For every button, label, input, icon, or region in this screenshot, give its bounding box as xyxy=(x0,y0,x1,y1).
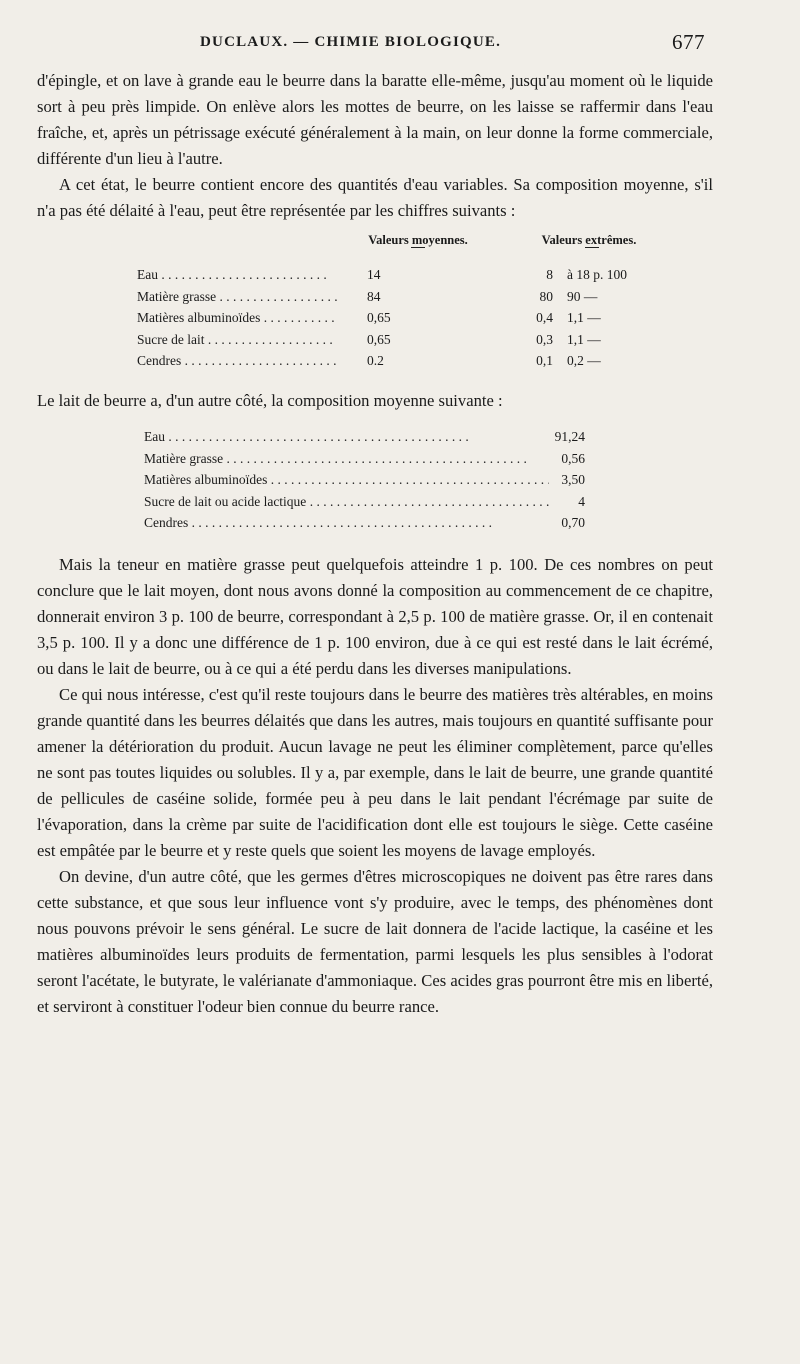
table-row xyxy=(37,264,713,286)
min-value: 8 xyxy=(546,267,553,282)
row-label: Matière grasse xyxy=(144,450,224,466)
running-head: DUCLAUX. — CHIMIE BIOLOGIQUE. xyxy=(200,34,502,50)
paragraph: Mais la teneur en matière grasse peut quelquefois atteindre 1 p. 100. De ces nombres on peut conclure que le lait moyen, dont nous avons donné la composition au commencement de ce chapitre, donnerait environ 3 p. 100 de beurre, correspondant à 2,5 p. 100 de matière grasse. Or, il en contenait 3,5 p. 100. Il y a donc une différence de 1 p. 100 environ, due à ce qui est resté dans le lait écrémé, ou dans le lait de beurre, ou à ce qui a été perdu dans les diverses manipulations. xyxy=(37,555,713,678)
max-value: 0,2 — xyxy=(567,353,601,368)
buttermilk-composition-table xyxy=(37,426,713,544)
column-header-average: Valeurs moyennes. xyxy=(368,233,468,247)
paragraph: On devine, d'un autre côté, que les germes d'êtres microscopiques ne doivent pas être rares dans cette substance, et que sous leur influence vont s'y produire, avec le temps, des phénomènes dont nous pouvons prévoir le sens général. Le sucre de lait donnera de l'acide lactique, la caséine et les matières albuminoïdes leurs produits de fermentation, parmi lesquels les plus sensibles à l'odorat seront l'acétate, le butyrate, le valérianate d'ammoniaque. Ces acides gras pourront être mis en liberté, et serviront à constituer l'odeur bien connue du beurre rance. xyxy=(37,867,713,1016)
row-label: Cendres xyxy=(137,353,182,368)
row-value: 0,56 xyxy=(561,450,585,466)
butter-composition-table xyxy=(37,230,713,388)
row-value: 4 xyxy=(578,493,585,509)
average-value: 14 xyxy=(367,267,381,282)
table-row xyxy=(37,426,713,448)
row-label: Matière grasse xyxy=(137,288,217,304)
header-rule xyxy=(411,247,425,248)
table-row xyxy=(37,329,713,351)
min-value: 80 xyxy=(539,288,553,304)
min-value: 0,3 xyxy=(536,331,553,347)
header-rule xyxy=(585,247,599,248)
row-label: Eau xyxy=(144,429,165,444)
row-label: Cendres xyxy=(144,515,189,530)
row-label: Matières albuminoïdes xyxy=(144,472,268,487)
row-value: 3,50 xyxy=(561,472,585,487)
row-label: Eau xyxy=(137,267,158,282)
column-header-extremes: Valeurs extrêmes. xyxy=(541,233,637,247)
row-label: Sucre de lait xyxy=(137,331,205,347)
max-value: à 18 p. 100 xyxy=(567,267,627,282)
paragraph: A cet état, le beurre contient encore des quantités d'eau variables. Sa composition moyenne, s'il n'a pas été délaité à l'eau, peut être représentée par les chiffres suivants : xyxy=(37,175,713,220)
max-value: 1,1 — xyxy=(567,310,601,325)
table-row xyxy=(37,469,713,491)
max-value: 90 — xyxy=(567,288,598,304)
average-value: 0.2 xyxy=(367,353,384,368)
row-value: 0,70 xyxy=(561,515,585,530)
body-text xyxy=(37,68,713,1020)
paragraph: Ce qui nous intéresse, c'est qu'il reste toujours dans le beurre des matières très altérables, en moins grande quantité dans les beurres délaités que dans les autres, mais toujours en quantité suffisante pour amener la détérioration du produit. Aucun lavage ne peut les éliminer complètement, parce qu'elles ne sont pas toutes liquides ou solubles. Il y a, par exemple, dans le lait de beurre, une grande quantité de pellicules de caséine solide, formée peu à peu dans le lait pendant l'écrémage par suite de l'évaporation, dans la crème par suite de l'acidification dont elle est toujours le siège. Cette caséine est empâtée par le beurre et y reste quels que soient les moyens de lavage employés. xyxy=(37,685,713,860)
table-row xyxy=(37,350,713,372)
page-number: 677 xyxy=(672,30,705,54)
table-row xyxy=(37,307,713,329)
table-row xyxy=(37,491,713,513)
paragraph: Le lait de beurre a, d'un autre côté, la composition moyenne suivante : xyxy=(37,391,503,410)
average-value: 0,65 xyxy=(367,310,391,325)
min-value: 0,1 xyxy=(536,353,553,368)
average-value: 84 xyxy=(367,288,381,304)
average-value: 0,65 xyxy=(367,331,391,347)
row-label: Sucre de lait ou acide lactique xyxy=(144,493,307,509)
table-row xyxy=(37,512,713,534)
table-row xyxy=(37,286,713,308)
min-value: 0,4 xyxy=(536,310,553,325)
paragraph: d'épingle, et on lave à grande eau le beurre dans la baratte elle-même, jusqu'au moment où le liquide sort à peu près limpide. On enlève alors les mottes de beurre, on les laisse se raffermir dans l'eau fraîche, et, après un pétrissage exécuté généralement à la main, on leur donne la forme commerciale, différente d'un lieu à l'autre. xyxy=(37,71,713,168)
row-value: 91,24 xyxy=(554,429,585,444)
max-value: 1,1 — xyxy=(567,331,601,347)
table-row xyxy=(37,448,713,470)
page-header xyxy=(0,32,800,58)
row-label: Matières albuminoïdes xyxy=(137,310,261,325)
